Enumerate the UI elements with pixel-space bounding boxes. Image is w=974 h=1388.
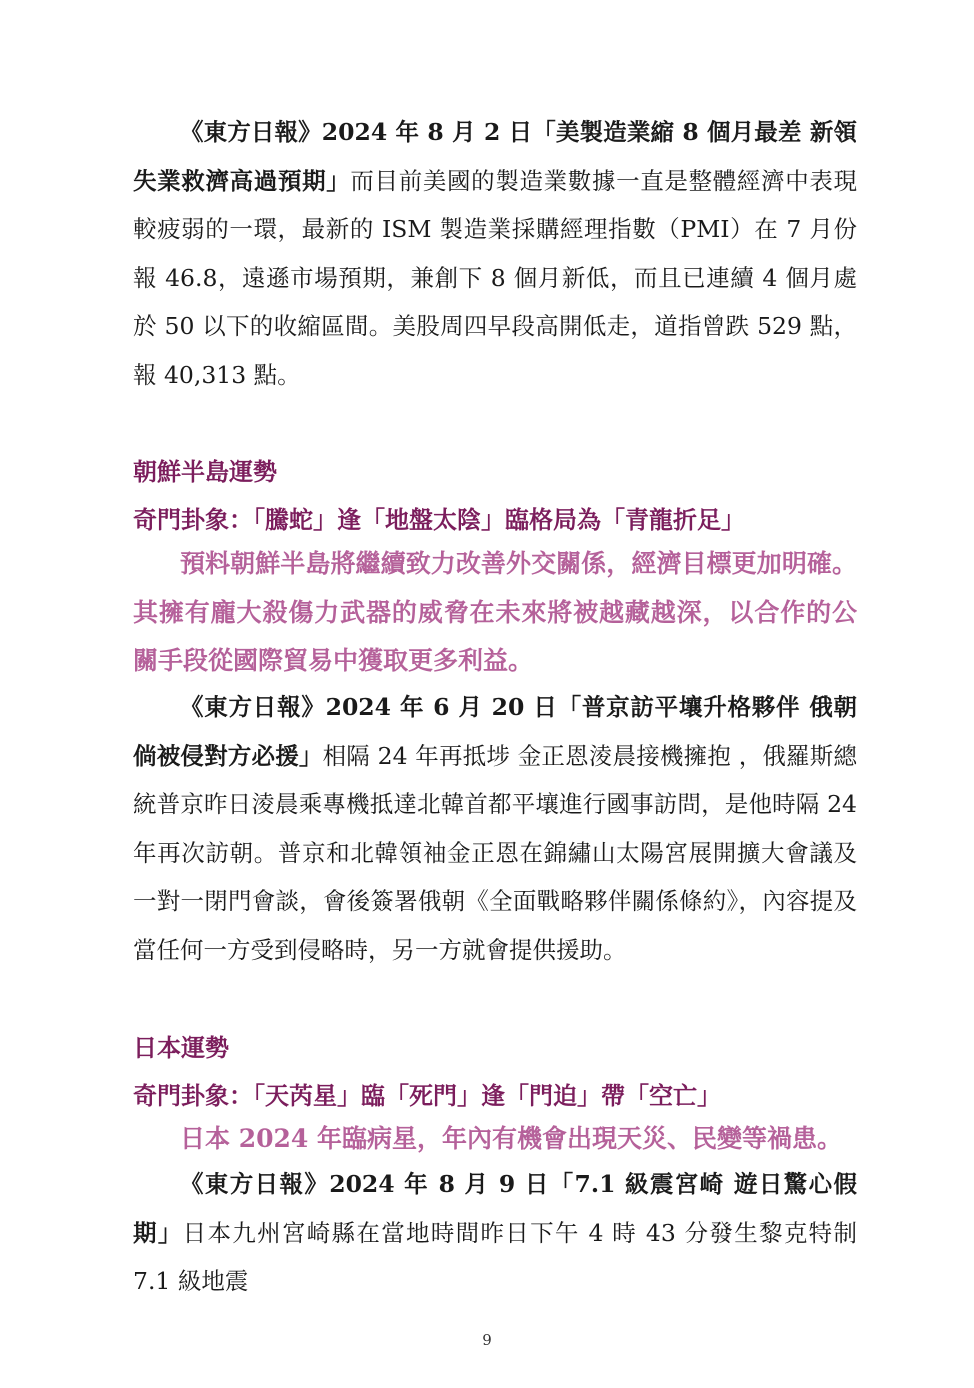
news-paragraph-us <box>133 108 857 399</box>
news-body-korea: 相隔 24 年再抵埗 金正恩淩晨接機擁抱 ，俄羅斯總統普京昨日淩晨乘專機抵達北韓首都平壤進行國事訪問，是他時隔 24 年再次訪朝。普京和北韓領袖金正恩在錦繡山太陽宮展開擴大會議及一對一閉門會談，會後簽署俄朝《全面戰略夥伴關係條約》，內容提及當任何一方受到侵略時，另一方就會提供援助。 <box>133 741 857 964</box>
prediction-korea-block <box>133 540 857 686</box>
news-source-korea: 《東方日報》2024 年 6 月 20 日「普京訪平壤升格夥伴 俄朝倘被侵對方必援」 <box>133 693 857 770</box>
prediction-korea: 預料朝鮮半島將繼續致力改善外交關係，經濟目標更加明確。其擁有龐大殺傷力武器的威脅在未來將被越藏越深，以合作的公關手段從國際貿易中獲取更多利益。 <box>133 549 857 675</box>
news-body-us: 而目前美國的製造業數據一直是整體經濟中表現較疲弱的一環，最新的 ISM 製造業採購經理指數（PMI）在 7 月份報 46.8，遠遜市場預期，兼創下 8 個月新低，而且已連續 4 個月處於 50 以下的收縮區間。美股周四早段高開低走，道指曾跌 529 點，報 40,313 點。 <box>133 166 858 389</box>
prediction-japan: 日本 2024 年臨病星，年內有機會出現天災、民變等禍患。 <box>180 1124 842 1153</box>
news-body-japan: 日本九州宮崎縣在當地時間昨日下午 4 時 43 分發生黎克特制 7.1 級地震 <box>133 1218 858 1295</box>
qimen-korea: 奇門卦象：「騰蛇」逢「地盤太陰」臨格局為「青龍折足」 <box>133 505 745 534</box>
news-source-us: 《東方日報》2024 年 8 月 2 日「美製造業縮 8 個月最差 新領失業救濟高過預期」 <box>133 118 857 195</box>
news-paragraph-korea <box>133 683 857 974</box>
section-title-korea: 朝鮮半島運勢 <box>133 457 277 486</box>
news-paragraph-japan <box>133 1160 857 1306</box>
page-number: 9 <box>482 1331 492 1349</box>
qimen-japan: 奇門卦象：「天芮星」臨「死門」逢「門迫」帶「空亡」 <box>133 1081 721 1110</box>
section-title-japan: 日本運勢 <box>133 1033 229 1062</box>
news-source-japan: 《東方日報》2024 年 8 月 9 日「7.1 級震宮崎 遊日驚心假期」 <box>133 1170 857 1247</box>
prediction-japan-block <box>133 1115 857 1164</box>
